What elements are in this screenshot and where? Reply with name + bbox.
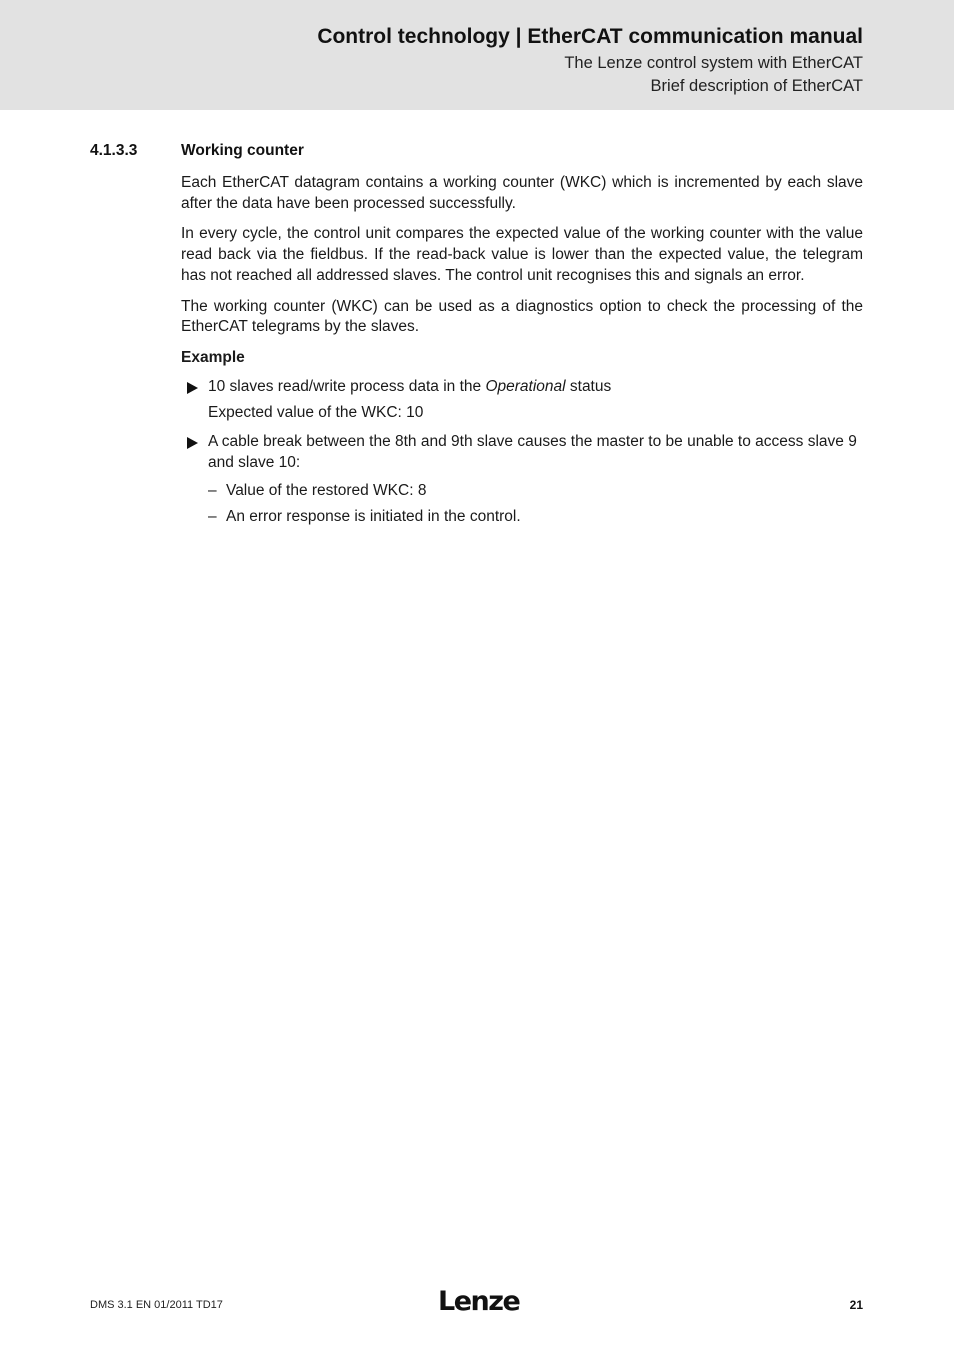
bullet-text: 10 slaves read/write process data in the Operational status (208, 377, 612, 395)
triangle-bullet-icon (187, 382, 198, 394)
bullet-detail: Expected value of the WKC: 10 (208, 404, 424, 422)
sub-list-text: An error response is initiated in the control. (226, 508, 521, 526)
italic-term: Operational (485, 377, 566, 395)
paragraph: Each EtherCAT datagram contains a working counter (WKC) which is incremented by each slave after the data have been processed successfully. (181, 174, 863, 212)
document-id: DMS 3.1 EN 01/2011 TD17 (90, 1299, 223, 1311)
manual-title: Control technology | EtherCAT communication manual (317, 25, 863, 48)
section-number: 4.1.3.3 (90, 142, 138, 159)
paragraph: The working counter (WKC) can be used as a diagnostics option to check the processing of the EtherCAT telegrams by the slaves. (181, 297, 863, 336)
sub-list-item (181, 507, 863, 528)
bullet-item (181, 432, 863, 473)
lenze-logo: Lenze (438, 1286, 520, 1317)
paragraph: In every cycle, the control unit compares the expected value of the working counter with the value read back via the fieldbus. If the read-back value is lower than the expected value, the telegram has not reached all addressed slaves. The control unit recognises this and signals an error. (181, 225, 863, 284)
page-number: 21 (849, 1298, 863, 1312)
sub-list-item (181, 481, 863, 502)
section-title: Working counter (181, 142, 304, 159)
page-header (0, 0, 954, 110)
bullet-item (181, 377, 863, 424)
triangle-bullet-icon (187, 437, 198, 449)
section-subtitle: Brief description of EtherCAT (650, 77, 863, 95)
section-body (181, 173, 863, 533)
chapter-subtitle: The Lenze control system with EtherCAT (564, 54, 863, 72)
bullet-text: A cable break between the 8th and 9th slave causes the master to be unable to access slave 9 and slave 10: (208, 433, 857, 471)
dash-marker: – (208, 508, 217, 526)
dash-marker: – (208, 482, 217, 500)
example-heading: Example (181, 348, 245, 366)
sub-list-text: Value of the restored WKC: 8 (226, 482, 427, 500)
